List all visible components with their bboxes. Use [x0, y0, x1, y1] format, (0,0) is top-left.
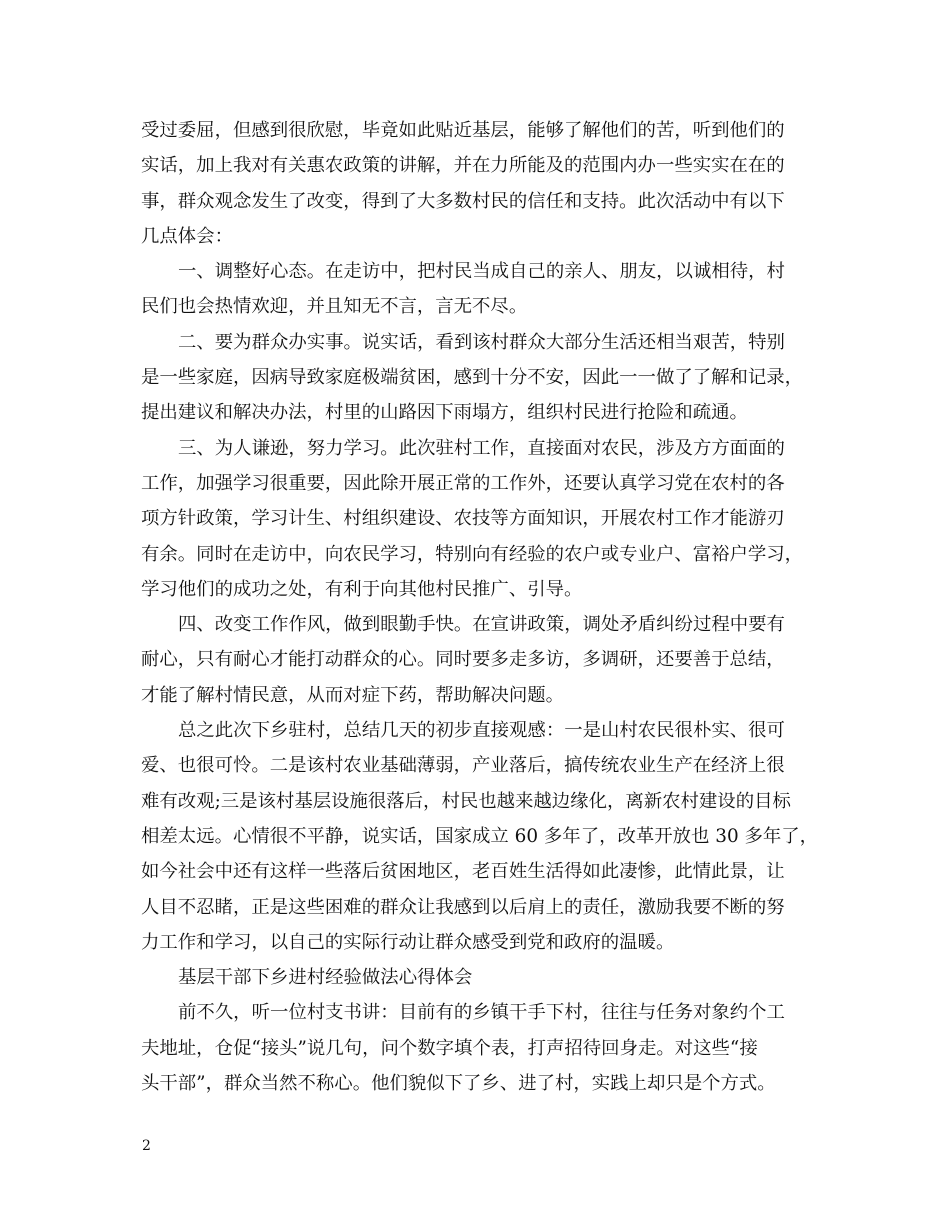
text-line: 项方针政策，学习计生、村组织建设、农技等方面知识，开展农村工作才能游刃: [141, 508, 785, 530]
text-line: 事，群众观念发生了改变，得到了大多数村民的信任和支持。此次活动中有以下: [141, 190, 785, 212]
text-line: 工作，加强学习很重要，因此除开展正常的工作外，还要认真学习党在农村的各: [141, 472, 785, 494]
text-line: 人目不忍睹，正是这些困难的群众让我感到以后肩上的责任，激励我要不断的努: [141, 896, 785, 918]
text-line: 力工作和学习，以自己的实际行动让群众感受到党和政府的温暖。: [141, 931, 675, 953]
text-line: 耐心，只有耐心才能打动群众的心。同时要多走多访，多调研，还要善于总结，: [141, 649, 785, 671]
text-line: 受过委屈，但感到很欣慰，毕竟如此贴近基层，能够了解他们的苦，听到他们的: [141, 120, 785, 141]
text-line: 学习他们的成功之处，有利于向其他村民推广、引导。: [141, 578, 583, 600]
text-line: 一、调整好心态。在走访中，把村民当成自己的亲人、朋友，以诚相待，村: [178, 261, 785, 283]
text-line: 相差太远。心情很不平静，说实话，国家成立 60 多年了，改革开放也 30 多年了，: [141, 825, 819, 847]
text-line: 是一些家庭，因病导致家庭极端贫困，感到十分不安，因此一一做了了解和记录，: [141, 367, 804, 389]
text-line: 有余。同时在走访中，向农民学习，特别向有经验的农户或专业户、富裕户学习，: [141, 543, 804, 565]
text-line: 总之此次下乡驻村，总结几天的初步直接观感：一是山村农民很朴实、很可: [178, 720, 785, 742]
text-line: 四、改变工作作风，做到眼勤手快。在宣讲政策，调处矛盾纠纷过程中要有: [178, 614, 785, 636]
text-line: 几点体会：: [141, 225, 233, 247]
page-number: 2: [142, 1138, 151, 1154]
text-line: 爱、也很可怜。二是该村农业基础薄弱，产业落后，搞传统农业生产在经济上很: [141, 755, 785, 777]
text-line: 实话，加上我对有关惠农政策的讲解，并在力所能及的范围内办一些实实在在的: [141, 155, 785, 177]
text-line: 夫地址，仓促“接头”说几句，问个数字填个表，打声招待回身走。对这些“接: [141, 1037, 758, 1059]
text-line: 头干部”，群众当然不称心。他们貌似下了乡、进了村，实践上却只是个方式。: [141, 1073, 776, 1095]
text-line: 如今社会中还有这样一些落后贫困地区，老百姓生活得如此凄惨，此情此景，让: [141, 861, 785, 883]
text-line: 民们也会热情欢迎，并且知无不言，言无不尽。: [141, 296, 528, 318]
text-line: 前不久，听一位村支书讲：目前有的乡镇干手下村，往往与任务对象约个工: [178, 1002, 785, 1024]
text-line: 才能了解村情民意，从而对症下药，帮助解决问题。: [141, 684, 564, 706]
text-line: 三、为人谦逊，努力学习。此次驻村工作，直接面对农民，涉及方方面面的: [178, 437, 785, 459]
text-line: 基层干部下乡进村经验做法心得体会: [178, 967, 473, 989]
text-line: 难有改观;三是该村基层设施很落后，村民也越来越边缘化，离新农村建设的目标: [141, 790, 791, 812]
document-body: [141, 113, 819, 1101]
text-line: 二、要为群众办实事。说实话，看到该村群众大部分生活还相当艰苦，特别: [178, 331, 785, 353]
text-line: 提出建议和解决办法，村里的山路因下雨塌方，组织村民进行抢险和疏通。: [141, 402, 748, 424]
